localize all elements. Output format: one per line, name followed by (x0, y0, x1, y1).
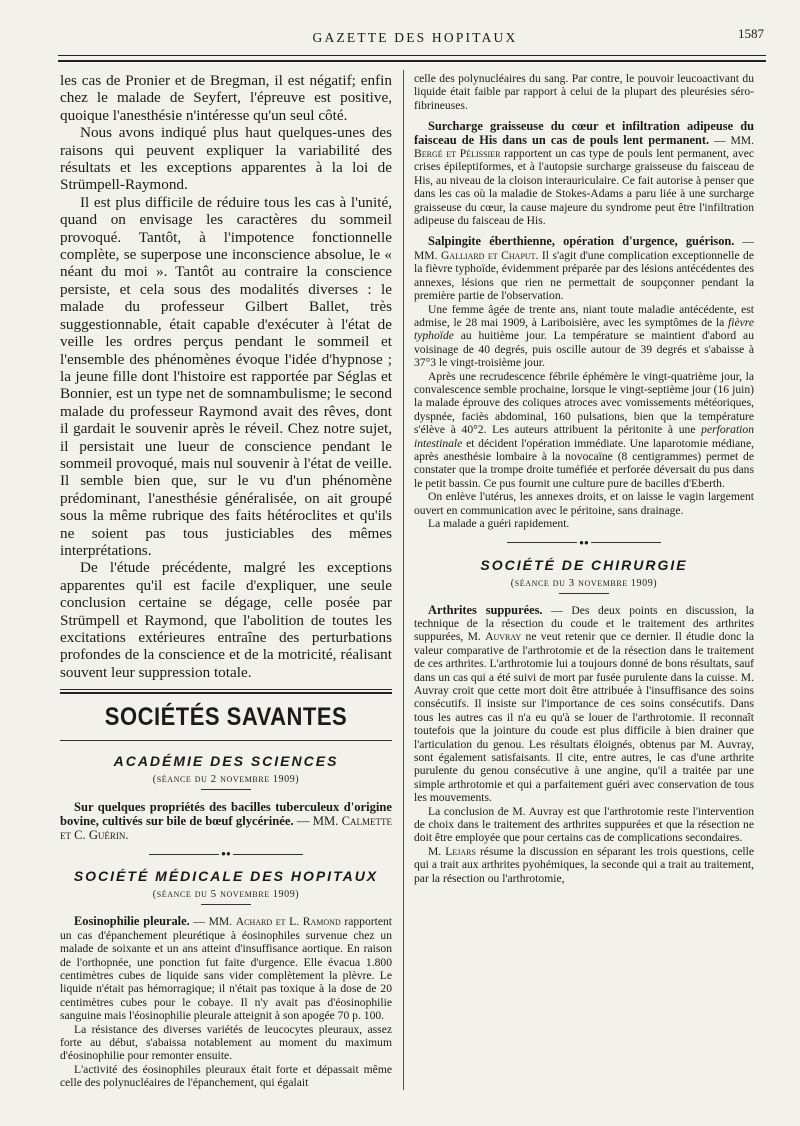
banner-rule (60, 740, 392, 741)
paragraph: Surcharge graisseuse du cœur et infiltration adipeuse du faisceau de His dans un cas de pouls lent permanent. — MM. Bergé et Pélissier rapportent un cas type de pouls lent permanent, avec crises épileptiformes, et à l'autopsie surcharge graisseuse du faisceau de His, au niveau de la cloison interauriculaire. Ce fait autorise à penser que dans les cas où la maladie de Stokes-Adams a paru liée à une surcharge graisseuse du cœur, la cause majeure du syndrome peut être l'infiltration adipeuse du faisceau de His. (414, 119, 754, 228)
header-rule (58, 55, 766, 56)
paragraph: Après une recrudescence fébrile éphémère le vingt-quatrième jour, la convalescence semble prochaine, lorsque le vingt-septième jour (16 juin) la malade éprouve des coliques atroces avec vomissements météoriques, dyspnée, faciès abdominal, 160 pulsations, bien que la température s'élève à 40°2. Les auteurs attribuent la péritonite à une perforation intestinale et décident l'opération immédiate. Une laparotomie médiane, après anesthésie lombaire à la novocaïne (8 centigrammes) permet de constater que la trompe droite tuméfiée et perforée déversait du pus dans le petit bassin. Ce pus fournit une culture pure de bacilles d'Eberth. (414, 369, 754, 490)
paragraph: La résistance des diverses variétés de leucocytes pleuraux, assez forte au début, s'abaissa notablement au moment du maximum d'éosinophilie pour remonter ensuite. (60, 1022, 392, 1063)
paragraph: Une femme âgée de trente ans, niant toute maladie antécédente, est admise, le 28 mai 1909, à Lariboisière, avec les symptômes de la fièvre typhoïde au huitième jour. La température se maintient d'abord au voisinage de 40 degrés, puis oscille autour de 39 degrés et s'abaisse à 37°3 le vingt-troisième jour. (414, 302, 754, 370)
right-column (414, 72, 754, 885)
paragraph: Nous avons indiqué plus haut quelques-unes des raisons qui peuvent expliquer la variabilité des résultats et les exceptions apparentes à la loi de Strümpell-Raymond. (60, 124, 392, 194)
society-heading: SOCIÉTÉ DE CHIRURGIE (480, 556, 688, 573)
paragraph: La malade a guéri rapidement. (428, 517, 570, 530)
paragraph: les cas de Pronier et de Bregman, il est négatif; enfin chez le malade de Seyfert, l'épreuve est positive, quoique l'anesthésie n'intéresse qu'un seul côté. (60, 72, 392, 124)
paragraph: celle des polynucléaires du sang. Par contre, le pouvoir leucoactivant du liquide était faible par rapport à celui de la plupart des pleurésies séro-fibrineuses. (414, 72, 754, 112)
paragraph: Eosinophilie pleurale. — MM. Achard et L. Ramond rapportent un cas d'épanchement pleurétique à éosinophiles survenue chez un malade de soixante et un ans atteint d'insuffisance aortique. En raison de l'orthopnée, une ponction fut faite d'urgence. Elle évacua 1.800 centimètres cubes de liquide sans vider complètement la plèvre. Le liquide n'était pas hémorragique; il n'était pas toxique à la dose de 20 centimètres cubes pour le cobaye. Il n'y avait pas d'éosinophilie sanguine mais l'éosinophilie pleurale atteignit à son apogée 70 p. 100. (60, 914, 392, 1023)
seance-date: (séance du 3 novembre 1909) (510, 576, 658, 589)
chirurgie-article (414, 604, 754, 886)
mini-rule (201, 904, 251, 905)
academie-article (60, 800, 392, 842)
paragraph: Salpingite éberthienne, opération d'urgence, guérison. — MM. Galliard et Chaput. Il s'agit d'une complication exceptionnelle de la fièvre typhoïde, évidemment préparée par des lésions antécédentes des annexes, lésions que rien ne permettait de soupçonner pendant la première partie de l'observation. (414, 234, 754, 303)
article-heading: Sur quelques propriétés des bacilles tuberculeux d'origine bovine, cultivés sur bile de bœuf glycérinée. — MM. Calmette et C. Guérin. (60, 800, 392, 843)
left-column (60, 72, 392, 1090)
ornament-divider: ●● (60, 850, 392, 858)
journal-title: GAZETTE DES HOPITAUX (312, 30, 518, 45)
section-rule (60, 689, 392, 694)
society-heading: SOCIÉTÉ MÉDICALE DES HOPITAUX (73, 868, 379, 885)
paragraph: Il est plus difficile de réduire tous les cas à l'unité, quand on envisage les caractères du sommeil provoqué. Tantôt, à l'impotence fonctionnelle complète, se superpose une inconscience absolue, le « néant du moi ». Tantôt au contraire la conscience persiste, et cela sous des modalités diverses : le malade du professeur Gilbert Ballet, très suggestionnable, était capable d'exécuter à l'état de veille les ordres perçus pendant le sommeil et l'ensemble des phénomènes évoque l'idée d'hypnose ; la jeune fille dont l'histoire est rapportée par Séglas et Bonnier, est un type net de somnambulisme; le second malade du professeur Raymond avait des rêves, dont il gardait le souvenir après le réveil. Chez notre sujet, il persistait une lueur de conscience pendant le sommeil provoqué, mais nul souvenir à l'état de veille. Il semble bien que, sur le vu d'un phénomène prédominant, l'anesthésie généralisée, on ait groupé sous la même rubrique des faits hétéroclites et qu'ils ne soient pas tous justiciables des mêmes interprétations. (60, 193, 392, 559)
paragraph: On enlève l'utérus, les annexes droits, et on laisse le vagin largement ouvert en communication avec le péritoine, sans drainage. (414, 490, 754, 517)
seance-date: (séance du 5 novembre 1909) (152, 888, 300, 901)
page-number: 1587 (738, 26, 764, 41)
page-header (60, 22, 770, 52)
medicale-article (60, 915, 392, 1089)
paragraph: L'activité des éosinophiles pleuraux était forte et dépassait même celle des polynucléaires de l'épanchement, qui égalait (60, 1062, 392, 1090)
right-text (414, 72, 754, 530)
header-rule-thick (58, 60, 766, 62)
paragraph: De l'étude précédente, malgré les exceptions apparentes qu'il est facile d'expliquer, une seule conclusion certaine se dégage, celle posée par Strümpell et Raymond, que l'abolition de toutes les excitations extérieures entraîne des perturbations profondes de la conscience et de la motricité, réalisant souvent leur suppression totale. (60, 559, 392, 681)
paragraph: M. Lejars résume la discussion en séparant les trois questions, celle qui a trait aux arthrites pyohémiques, la seconde qui a trait au traitement, par la résection ou l'arthrotomie, (414, 844, 754, 885)
mini-rule (201, 789, 251, 790)
paragraph: Arthrites suppurées. — Des deux points en discussion, la technique de la résection du coude et le traitement des arthrites suppurées, M. Auvray ne veut retenir que ce dernier. Il étudie donc la valeur comparative de l'arthrotomie et de la résection dans le traitement de ces arthrites. L'arthrotomie lui a toujours donné de bons résultats, sauf dans un cas qui a été suivi de mort par fusée purulente dans la cuisse. M. Auvray croit que cette mort doit être attribuée à l'insuffisance des soins consécutifs. Il insiste sur l'importance de ces soins consécutifs. Dans tous les autres cas il n'a eu qu'à se louer de l'arthrotomie. Il reconnaît toutefois que la jointure du coude est plus difficile à bien drainer que l'articulation du genou. Les résultats éloignés, obtenus par M. Auvray, sont également satisfaisants. Il cite, entre autres, le cas d'une arthrite purulente du genou consécutive à une angine, qu'il a traitée par une simple arthrotomie et qui a parfaitement guéri avec conservation de tous les mouvements. (414, 602, 754, 805)
article-continuation (60, 72, 392, 681)
paragraph: La conclusion de M. Auvray est que l'arthrotomie reste l'intervention de choix dans le traitement des arthrites suppurées et que la résection ne doit être employée que pour certains cas de complications secondaires. (414, 804, 754, 845)
mini-rule (559, 593, 609, 594)
ornament-divider: ●● (414, 538, 754, 546)
section-banner: SOCIÉTÉS SAVANTES (104, 702, 348, 732)
society-heading: ACADÉMIE DES SCIENCES (113, 753, 339, 770)
column-divider (403, 70, 404, 1090)
seance-date: (séance du 2 novembre 1909) (152, 773, 300, 786)
